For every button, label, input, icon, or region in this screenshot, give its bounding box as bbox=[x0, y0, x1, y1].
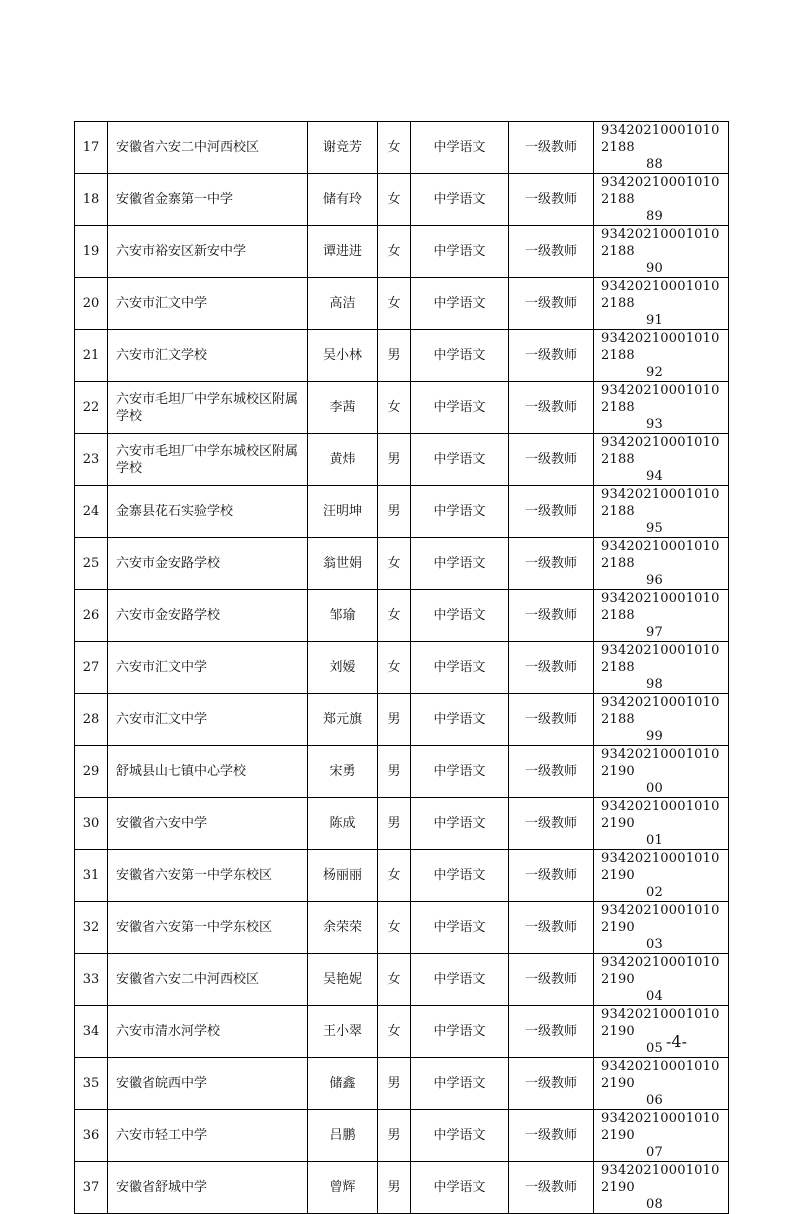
table-row bbox=[75, 1162, 729, 1214]
gender-cell: 女 bbox=[378, 122, 411, 174]
certificate-number-line1: 934202100010102190 bbox=[601, 1163, 720, 1195]
certificate-number-line1: 934202100010102190 bbox=[601, 1007, 720, 1039]
certificate-number-line1: 934202100010102188 bbox=[601, 591, 720, 623]
school-name-cell: 六安市轻工中学 bbox=[108, 1110, 308, 1162]
row-number-cell: 18 bbox=[75, 174, 108, 226]
certificate-number-line1: 934202100010102190 bbox=[601, 799, 720, 831]
gender-cell: 男 bbox=[378, 694, 411, 746]
teacher-name-cell: 汪明坤 bbox=[308, 486, 378, 538]
subject-cell: 中学语文 bbox=[411, 850, 509, 902]
school-name-cell: 六安市汇文学校 bbox=[108, 330, 308, 382]
school-name-cell: 六安市金安路学校 bbox=[108, 590, 308, 642]
gender-cell: 男 bbox=[378, 746, 411, 798]
job-title-cell: 一级教师 bbox=[509, 590, 594, 642]
school-name-cell: 六安市裕安区新安中学 bbox=[108, 226, 308, 278]
job-title-cell: 一级教师 bbox=[509, 954, 594, 1006]
certificate-number-line2: 96 bbox=[646, 573, 663, 588]
gender-cell: 女 bbox=[378, 278, 411, 330]
job-title-cell: 一级教师 bbox=[509, 226, 594, 278]
table-row bbox=[75, 694, 729, 746]
subject-cell: 中学语文 bbox=[411, 798, 509, 850]
row-number-cell: 24 bbox=[75, 486, 108, 538]
school-name-cell: 安徽省六安第一中学东校区 bbox=[108, 850, 308, 902]
school-name-cell: 金寨县花石实验学校 bbox=[108, 486, 308, 538]
gender-cell: 女 bbox=[378, 226, 411, 278]
school-name-cell: 六安市汇文中学 bbox=[108, 694, 308, 746]
certificate-number-line2: 91 bbox=[646, 313, 663, 328]
certificate-number-cell bbox=[594, 434, 729, 486]
teacher-name-cell: 宋勇 bbox=[308, 746, 378, 798]
row-number-cell: 25 bbox=[75, 538, 108, 590]
subject-cell: 中学语文 bbox=[411, 278, 509, 330]
teacher-name-cell: 刘嫒 bbox=[308, 642, 378, 694]
certificate-number-cell bbox=[594, 1006, 729, 1058]
certificate-number-line2: 06 bbox=[646, 1093, 663, 1108]
gender-cell: 男 bbox=[378, 434, 411, 486]
teacher-name-cell: 王小翠 bbox=[308, 1006, 378, 1058]
certificate-number-line2: 93 bbox=[646, 417, 663, 432]
gender-cell: 女 bbox=[378, 642, 411, 694]
certificate-number-line1: 934202100010102188 bbox=[601, 435, 720, 467]
teacher-name-cell: 翁世娟 bbox=[308, 538, 378, 590]
certificate-number-line2: 88 bbox=[646, 157, 663, 172]
job-title-cell: 一级教师 bbox=[509, 278, 594, 330]
job-title-cell: 一级教师 bbox=[509, 902, 594, 954]
subject-cell: 中学语文 bbox=[411, 486, 509, 538]
certificate-number-line2: 94 bbox=[646, 469, 663, 484]
certificate-number-line2: 00 bbox=[646, 781, 663, 796]
gender-cell: 男 bbox=[378, 330, 411, 382]
job-title-cell: 一级教师 bbox=[509, 1110, 594, 1162]
certificate-number-line1: 934202100010102188 bbox=[601, 227, 720, 259]
subject-cell: 中学语文 bbox=[411, 1162, 509, 1214]
gender-cell: 女 bbox=[378, 954, 411, 1006]
certificate-number-line2: 02 bbox=[646, 885, 663, 900]
certificate-number-cell bbox=[594, 486, 729, 538]
school-name-cell: 六安市汇文中学 bbox=[108, 278, 308, 330]
certificate-number-cell bbox=[594, 902, 729, 954]
job-title-cell: 一级教师 bbox=[509, 174, 594, 226]
subject-cell: 中学语文 bbox=[411, 434, 509, 486]
job-title-cell: 一级教师 bbox=[509, 330, 594, 382]
certificate-number-line2: 98 bbox=[646, 677, 663, 692]
subject-cell: 中学语文 bbox=[411, 538, 509, 590]
subject-cell: 中学语文 bbox=[411, 226, 509, 278]
job-title-cell: 一级教师 bbox=[509, 642, 594, 694]
table-row bbox=[75, 486, 729, 538]
school-name-cell: 安徽省六安第一中学东校区 bbox=[108, 902, 308, 954]
row-number-cell: 31 bbox=[75, 850, 108, 902]
school-name-cell: 安徽省金寨第一中学 bbox=[108, 174, 308, 226]
gender-cell: 男 bbox=[378, 798, 411, 850]
teacher-name-cell: 储有玲 bbox=[308, 174, 378, 226]
row-number-cell: 27 bbox=[75, 642, 108, 694]
job-title-cell: 一级教师 bbox=[509, 746, 594, 798]
certificate-number-cell bbox=[594, 330, 729, 382]
certificate-number-cell bbox=[594, 278, 729, 330]
subject-cell: 中学语文 bbox=[411, 1110, 509, 1162]
gender-cell: 女 bbox=[378, 590, 411, 642]
row-number-cell: 22 bbox=[75, 382, 108, 434]
certificate-number-line2: 89 bbox=[646, 209, 663, 224]
teacher-name-cell: 李茜 bbox=[308, 382, 378, 434]
teacher-name-cell: 杨丽丽 bbox=[308, 850, 378, 902]
job-title-cell: 一级教师 bbox=[509, 122, 594, 174]
certificate-number-line2: 90 bbox=[646, 261, 663, 276]
certificate-number-line1: 934202100010102188 bbox=[601, 539, 720, 571]
teacher-name-cell: 邹瑜 bbox=[308, 590, 378, 642]
subject-cell: 中学语文 bbox=[411, 590, 509, 642]
table-row bbox=[75, 850, 729, 902]
school-name-cell: 安徽省皖西中学 bbox=[108, 1058, 308, 1110]
table-row bbox=[75, 174, 729, 226]
certificate-number-line1: 934202100010102188 bbox=[601, 123, 720, 155]
certificate-number-line2: 92 bbox=[646, 365, 663, 380]
row-number-cell: 33 bbox=[75, 954, 108, 1006]
job-title-cell: 一级教师 bbox=[509, 1162, 594, 1214]
table-row bbox=[75, 434, 729, 486]
certificate-number-cell bbox=[594, 694, 729, 746]
certificate-number-cell bbox=[594, 1110, 729, 1162]
certificate-number-line2: 01 bbox=[646, 833, 663, 848]
teacher-name-cell: 陈成 bbox=[308, 798, 378, 850]
table-row bbox=[75, 1110, 729, 1162]
certificate-number-cell bbox=[594, 850, 729, 902]
row-number-cell: 17 bbox=[75, 122, 108, 174]
certificate-number-cell bbox=[594, 122, 729, 174]
row-number-cell: 36 bbox=[75, 1110, 108, 1162]
row-number-cell: 37 bbox=[75, 1162, 108, 1214]
certificate-number-cell bbox=[594, 382, 729, 434]
row-number-cell: 28 bbox=[75, 694, 108, 746]
table-row bbox=[75, 1006, 729, 1058]
certificate-number-line2: 99 bbox=[646, 729, 663, 744]
job-title-cell: 一级教师 bbox=[509, 798, 594, 850]
table-row bbox=[75, 1058, 729, 1110]
gender-cell: 男 bbox=[378, 486, 411, 538]
certificate-number-line2: 05 bbox=[646, 1041, 663, 1056]
certificate-number-line1: 934202100010102188 bbox=[601, 487, 720, 519]
row-number-cell: 35 bbox=[75, 1058, 108, 1110]
school-name-cell: 安徽省六安二中河西校区 bbox=[108, 954, 308, 1006]
row-number-cell: 32 bbox=[75, 902, 108, 954]
school-name-cell: 安徽省舒城中学 bbox=[108, 1162, 308, 1214]
certificate-number-line1: 934202100010102190 bbox=[601, 747, 720, 779]
certificate-number-line1: 934202100010102188 bbox=[601, 279, 720, 311]
table-row bbox=[75, 642, 729, 694]
certificate-number-line2: 08 bbox=[646, 1197, 663, 1212]
table-row bbox=[75, 746, 729, 798]
gender-cell: 女 bbox=[378, 1006, 411, 1058]
teacher-name-cell: 谭进进 bbox=[308, 226, 378, 278]
certificate-number-line1: 934202100010102190 bbox=[601, 903, 720, 935]
school-name-cell: 六安市毛坦厂中学东城校区附属学校 bbox=[108, 382, 308, 434]
job-title-cell: 一级教师 bbox=[509, 1058, 594, 1110]
row-number-cell: 30 bbox=[75, 798, 108, 850]
certificate-number-cell bbox=[594, 798, 729, 850]
row-number-cell: 20 bbox=[75, 278, 108, 330]
subject-cell: 中学语文 bbox=[411, 642, 509, 694]
table-row bbox=[75, 382, 729, 434]
certificate-number-cell bbox=[594, 1058, 729, 1110]
table-row bbox=[75, 590, 729, 642]
school-name-cell: 六安市毛坦厂中学东城校区附属学校 bbox=[108, 434, 308, 486]
gender-cell: 男 bbox=[378, 1058, 411, 1110]
job-title-cell: 一级教师 bbox=[509, 382, 594, 434]
gender-cell: 男 bbox=[378, 1110, 411, 1162]
subject-cell: 中学语文 bbox=[411, 330, 509, 382]
certificate-number-cell bbox=[594, 954, 729, 1006]
subject-cell: 中学语文 bbox=[411, 1058, 509, 1110]
table-row bbox=[75, 330, 729, 382]
row-number-cell: 26 bbox=[75, 590, 108, 642]
teacher-name-cell: 黄炜 bbox=[308, 434, 378, 486]
subject-cell: 中学语文 bbox=[411, 382, 509, 434]
school-name-cell: 六安市清水河学校 bbox=[108, 1006, 308, 1058]
job-title-cell: 一级教师 bbox=[509, 434, 594, 486]
gender-cell: 女 bbox=[378, 850, 411, 902]
school-name-cell: 安徽省六安中学 bbox=[108, 798, 308, 850]
certificate-number-cell bbox=[594, 590, 729, 642]
subject-cell: 中学语文 bbox=[411, 1006, 509, 1058]
job-title-cell: 一级教师 bbox=[509, 694, 594, 746]
subject-cell: 中学语文 bbox=[411, 902, 509, 954]
teacher-name-cell: 高洁 bbox=[308, 278, 378, 330]
certificate-number-line1: 934202100010102188 bbox=[601, 331, 720, 363]
certificate-number-line1: 934202100010102188 bbox=[601, 695, 720, 727]
certificate-number-line2: 95 bbox=[646, 521, 663, 536]
subject-cell: 中学语文 bbox=[411, 122, 509, 174]
table-row bbox=[75, 902, 729, 954]
certificate-number-line1: 934202100010102190 bbox=[601, 1059, 720, 1091]
job-title-cell: 一级教师 bbox=[509, 538, 594, 590]
certificate-number-line1: 934202100010102190 bbox=[601, 851, 720, 883]
row-number-cell: 23 bbox=[75, 434, 108, 486]
teacher-name-cell: 余荣荣 bbox=[308, 902, 378, 954]
job-title-cell: 一级教师 bbox=[509, 1006, 594, 1058]
table-row bbox=[75, 954, 729, 1006]
certificate-number-cell bbox=[594, 1162, 729, 1214]
gender-cell: 女 bbox=[378, 902, 411, 954]
job-title-cell: 一级教师 bbox=[509, 850, 594, 902]
teacher-name-cell: 谢竞芳 bbox=[308, 122, 378, 174]
teacher-name-cell: 吴艳妮 bbox=[308, 954, 378, 1006]
school-name-cell: 舒城县山七镇中心学校 bbox=[108, 746, 308, 798]
teacher-name-cell: 郑元旗 bbox=[308, 694, 378, 746]
gender-cell: 女 bbox=[378, 538, 411, 590]
row-number-cell: 21 bbox=[75, 330, 108, 382]
certificate-number-cell bbox=[594, 538, 729, 590]
table-row bbox=[75, 538, 729, 590]
certificate-number-line2: 07 bbox=[646, 1145, 663, 1160]
teacher-name-cell: 曾辉 bbox=[308, 1162, 378, 1214]
certificate-number-line1: 934202100010102190 bbox=[601, 955, 720, 987]
certificate-number-line1: 934202100010102188 bbox=[601, 643, 720, 675]
school-name-cell: 安徽省六安二中河西校区 bbox=[108, 122, 308, 174]
table-row bbox=[75, 278, 729, 330]
row-number-cell: 34 bbox=[75, 1006, 108, 1058]
page-number: -4- bbox=[666, 1032, 687, 1051]
gender-cell: 女 bbox=[378, 174, 411, 226]
certificate-number-cell bbox=[594, 174, 729, 226]
row-number-cell: 29 bbox=[75, 746, 108, 798]
teacher-name-cell: 吴小林 bbox=[308, 330, 378, 382]
subject-cell: 中学语文 bbox=[411, 954, 509, 1006]
certificate-number-cell bbox=[594, 746, 729, 798]
table-row bbox=[75, 798, 729, 850]
table-body bbox=[75, 122, 729, 1214]
row-number-cell: 19 bbox=[75, 226, 108, 278]
table-row bbox=[75, 226, 729, 278]
teacher-name-cell: 吕鹏 bbox=[308, 1110, 378, 1162]
certificate-number-line2: 97 bbox=[646, 625, 663, 640]
school-name-cell: 六安市汇文中学 bbox=[108, 642, 308, 694]
school-name-cell: 六安市金安路学校 bbox=[108, 538, 308, 590]
subject-cell: 中学语文 bbox=[411, 694, 509, 746]
teacher-name-cell: 储鑫 bbox=[308, 1058, 378, 1110]
certificate-number-cell bbox=[594, 226, 729, 278]
gender-cell: 男 bbox=[378, 1162, 411, 1214]
certificate-number-line1: 934202100010102190 bbox=[601, 1111, 720, 1143]
teacher-list-table bbox=[74, 121, 729, 1214]
subject-cell: 中学语文 bbox=[411, 746, 509, 798]
table-row bbox=[75, 122, 729, 174]
certificate-number-line1: 934202100010102188 bbox=[601, 175, 720, 207]
subject-cell: 中学语文 bbox=[411, 174, 509, 226]
certificate-number-cell bbox=[594, 642, 729, 694]
certificate-number-line2: 03 bbox=[646, 937, 663, 952]
certificate-number-line2: 04 bbox=[646, 989, 663, 1004]
gender-cell: 女 bbox=[378, 382, 411, 434]
job-title-cell: 一级教师 bbox=[509, 486, 594, 538]
certificate-number-line1: 934202100010102188 bbox=[601, 383, 720, 415]
